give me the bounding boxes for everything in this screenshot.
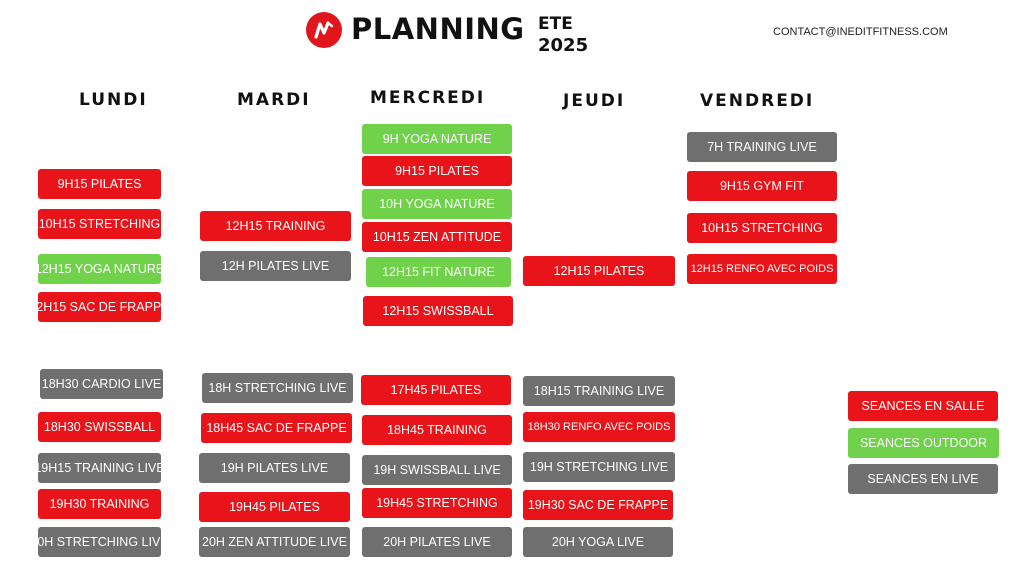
- session-slot[interactable]: 19H30 TRAINING: [38, 489, 161, 519]
- session-slot[interactable]: 20H STRETCHING LIVE: [38, 527, 161, 557]
- session-slot[interactable]: 17H45 PILATES: [361, 375, 511, 405]
- day-header-vendredi: VENDREDI: [700, 91, 815, 111]
- session-slot[interactable]: 9H15 PILATES: [38, 169, 161, 199]
- session-slot[interactable]: 19H45 PILATES: [199, 492, 350, 522]
- session-slot[interactable]: 19H PILATES LIVE: [199, 453, 350, 483]
- inedit-fitness-logo-icon: [306, 12, 342, 48]
- session-slot[interactable]: 19H STRETCHING LIVE: [523, 452, 675, 482]
- session-slot[interactable]: 9H YOGA NATURE: [362, 124, 512, 154]
- legend-salle: SEANCES EN SALLE: [848, 391, 998, 421]
- season-label: ETE: [538, 14, 573, 34]
- session-slot[interactable]: 12H PILATES LIVE: [200, 251, 351, 281]
- legend-outdoor: SEANCES OUTDOOR: [848, 428, 999, 458]
- session-slot[interactable]: 10H15 STRETCHING: [38, 209, 161, 239]
- session-slot[interactable]: 10H15 ZEN ATTITUDE: [362, 222, 512, 252]
- session-slot[interactable]: 18H30 CARDIO LIVE: [40, 369, 163, 399]
- day-header-mardi: MARDI: [237, 90, 311, 110]
- session-slot[interactable]: 20H ZEN ATTITUDE LIVE: [199, 527, 350, 557]
- session-slot[interactable]: 12H15 TRAINING: [200, 211, 351, 241]
- page-title: PLANNING: [351, 12, 525, 46]
- session-slot[interactable]: 18H45 TRAINING: [362, 415, 512, 445]
- session-slot[interactable]: 18H15 TRAINING LIVE: [523, 376, 675, 406]
- day-header-mercredi: MERCREDI: [370, 88, 486, 108]
- session-slot[interactable]: 7H TRAINING LIVE: [687, 132, 837, 162]
- session-slot[interactable]: 18H30 RENFO AVEC POIDS: [523, 412, 675, 442]
- session-slot[interactable]: 12H15 SWISSBALL: [363, 296, 513, 326]
- contact-email[interactable]: CONTACT@INEDITFITNESS.COM: [773, 26, 948, 38]
- session-slot[interactable]: 18H30 SWISSBALL: [38, 412, 161, 442]
- session-slot[interactable]: 18H45 SAC DE FRAPPE: [201, 413, 352, 443]
- session-slot[interactable]: 20H PILATES LIVE: [362, 527, 512, 557]
- session-slot[interactable]: 10H15 STRETCHING: [687, 213, 837, 243]
- session-slot[interactable]: 12H15 PILATES: [523, 256, 675, 286]
- session-slot[interactable]: 10H YOGA NATURE: [362, 189, 512, 219]
- session-slot[interactable]: 9H15 GYM FIT: [687, 171, 837, 201]
- session-slot[interactable]: 9H15 PILATES: [362, 156, 512, 186]
- session-slot[interactable]: 12H15 YOGA NATURE: [38, 254, 161, 284]
- session-slot[interactable]: 12H15 RENFO AVEC POIDS: [687, 254, 837, 284]
- session-slot[interactable]: 12H15 SAC DE FRAPPE: [38, 292, 161, 322]
- session-slot[interactable]: 19H45 STRETCHING: [362, 488, 512, 518]
- session-slot[interactable]: 19H SWISSBALL LIVE: [362, 455, 512, 485]
- session-slot[interactable]: 19H15 TRAINING LIVE: [38, 453, 161, 483]
- legend-live: SEANCES EN LIVE: [848, 464, 998, 494]
- session-slot[interactable]: 19H30 SAC DE FRAPPE: [523, 490, 673, 520]
- day-header-lundi: LUNDI: [79, 90, 148, 110]
- day-header-jeudi: JEUDI: [563, 91, 626, 111]
- year-label: 2025: [538, 35, 589, 56]
- session-slot[interactable]: 12H15 FIT NATURE: [366, 257, 511, 287]
- session-slot[interactable]: 18H STRETCHING LIVE: [202, 373, 353, 403]
- session-slot[interactable]: 20H YOGA LIVE: [523, 527, 673, 557]
